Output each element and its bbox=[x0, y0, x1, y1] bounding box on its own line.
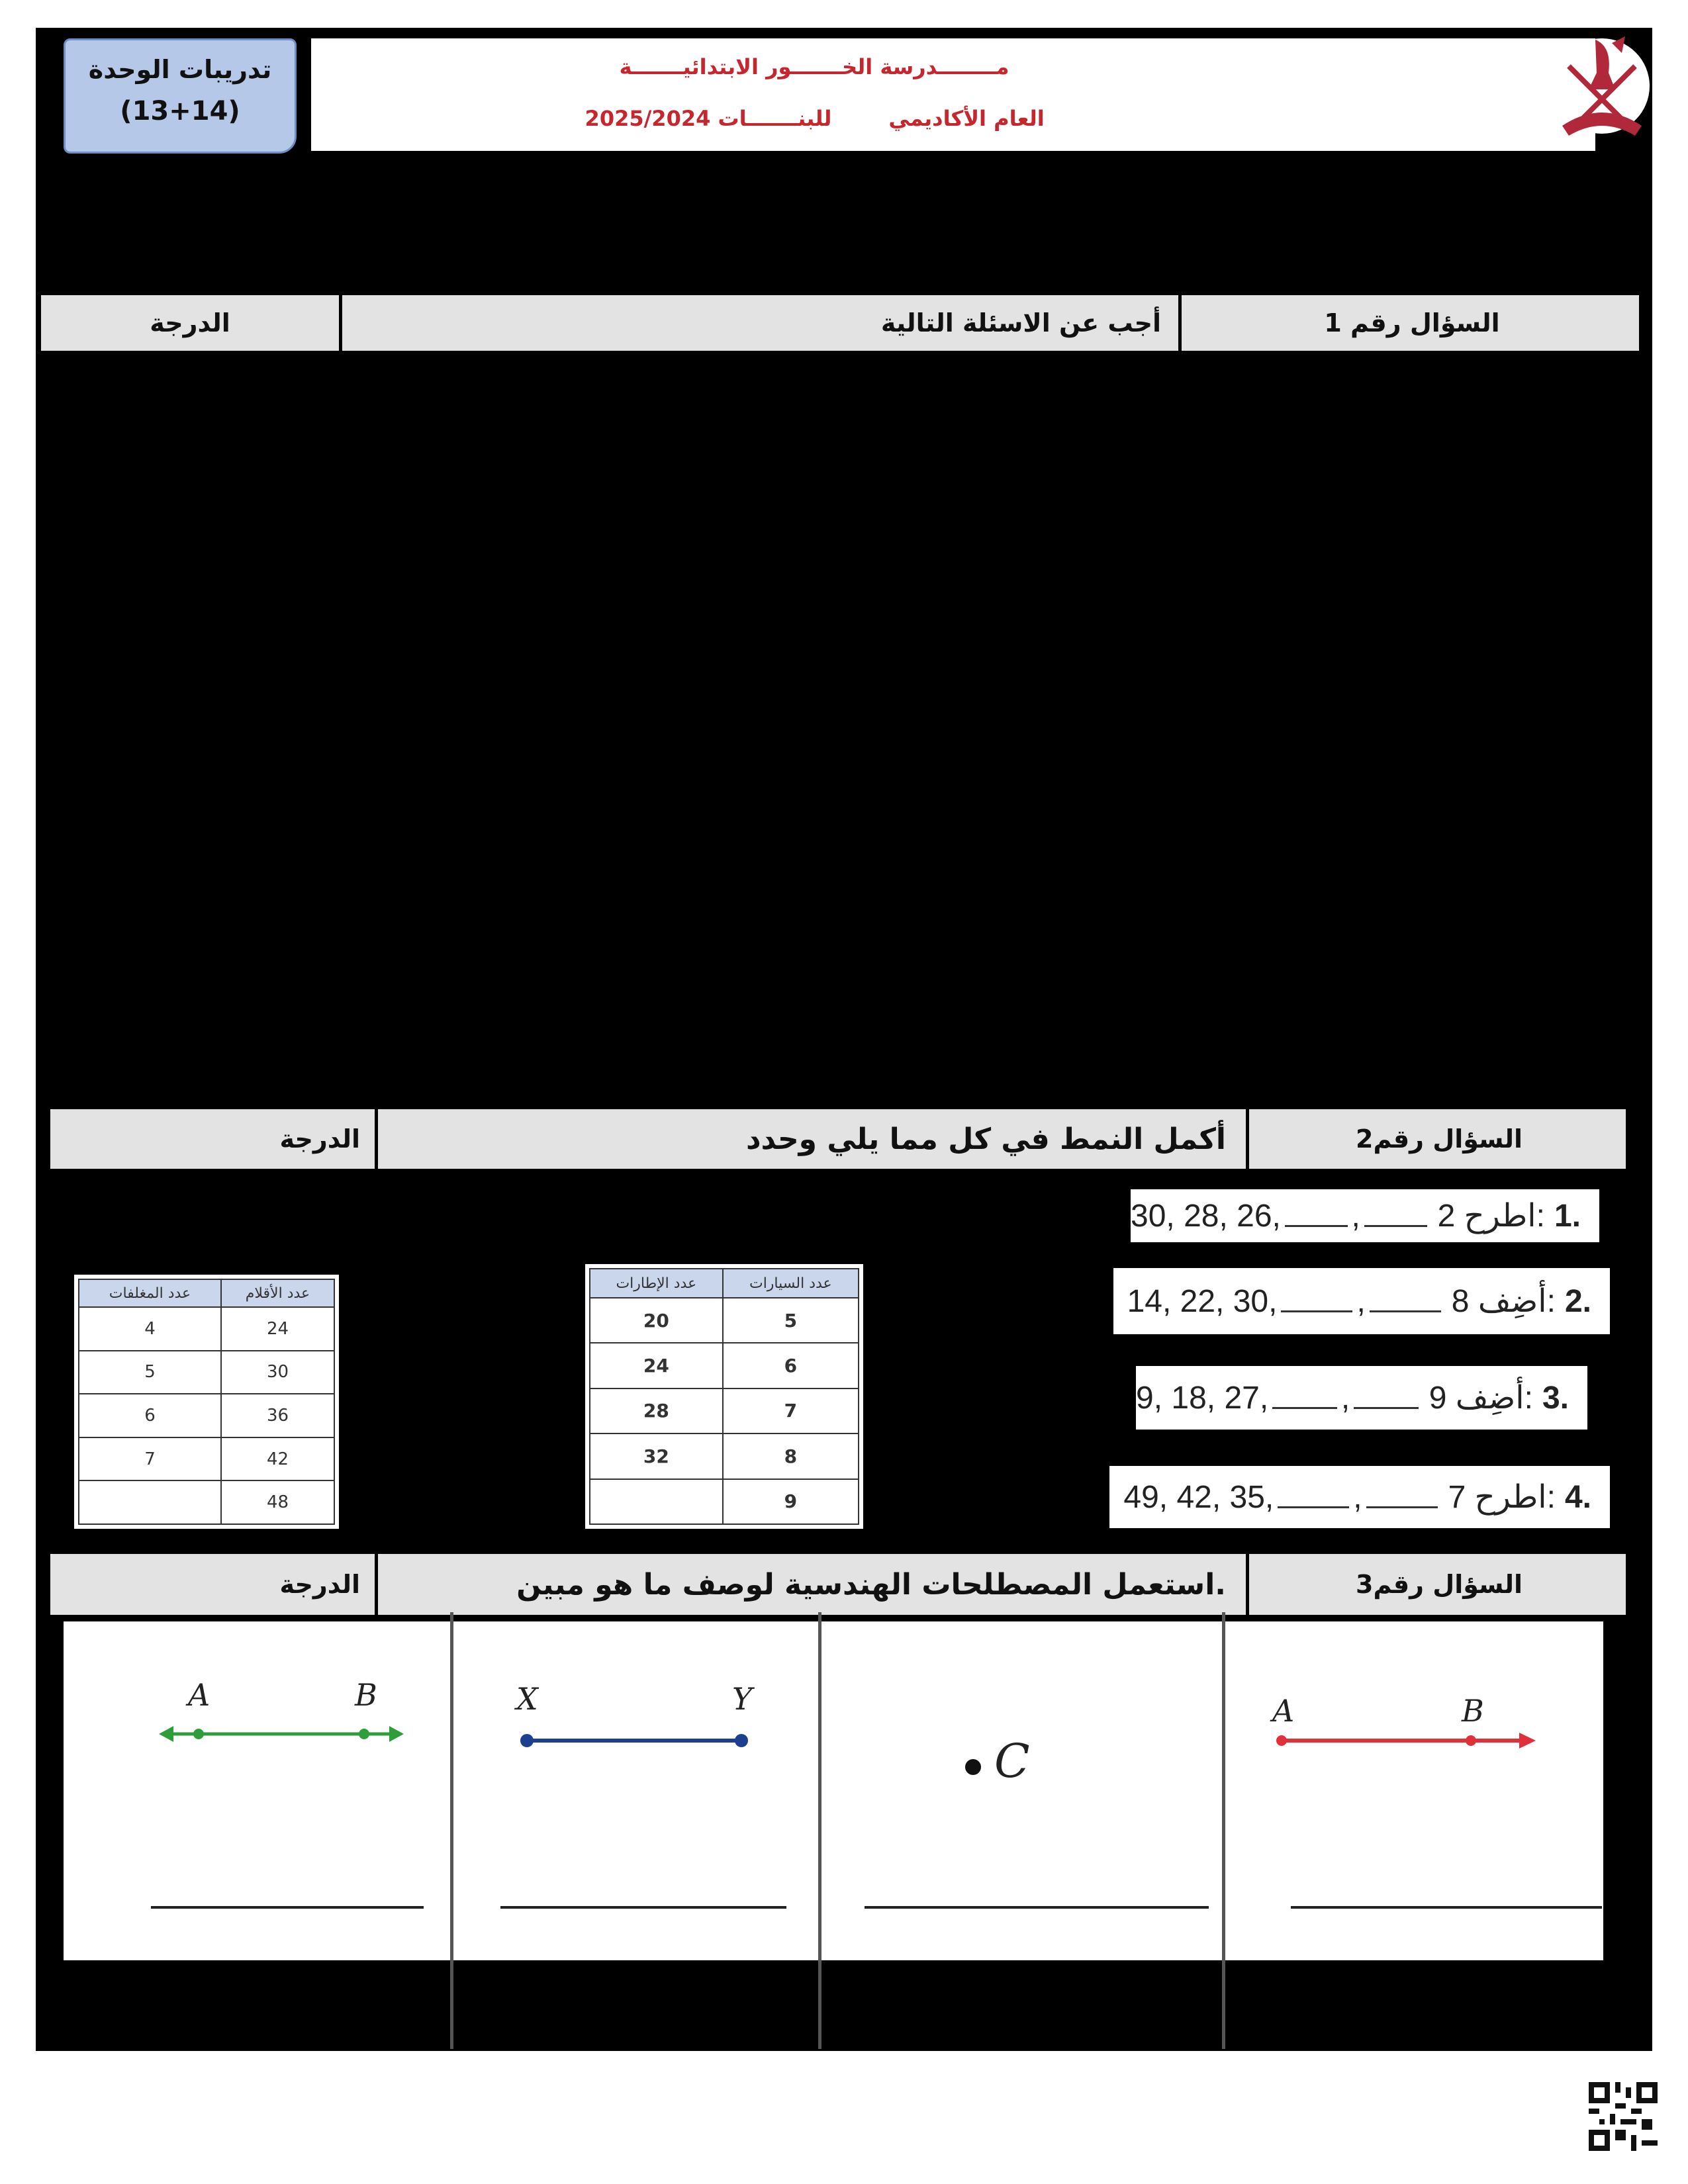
table-cell: 5 bbox=[79, 1351, 221, 1394]
ray-point-b bbox=[1466, 1735, 1476, 1746]
ray-label-b: B bbox=[1462, 1693, 1484, 1729]
q3-grade-label: الدرجة bbox=[279, 1570, 360, 1599]
pattern-4-blank-2[interactable] bbox=[1366, 1486, 1438, 1508]
q1-instruction-cell bbox=[339, 295, 1178, 351]
segment-point-y bbox=[735, 1734, 748, 1747]
q2-instruction-cell bbox=[375, 1109, 1246, 1169]
line-label-a: A bbox=[188, 1677, 211, 1713]
pattern-1-blank-2[interactable] bbox=[1364, 1205, 1427, 1227]
pattern-1-sep: , bbox=[1351, 1198, 1360, 1234]
pattern-item-3 bbox=[1136, 1366, 1587, 1430]
pattern-1-blank-1[interactable] bbox=[1285, 1205, 1348, 1227]
q1-title-cell bbox=[1178, 295, 1642, 351]
qatar-emblem-icon bbox=[1549, 26, 1655, 146]
pattern-3-rule: أضِف 9: bbox=[1429, 1381, 1533, 1416]
answer-line-point[interactable] bbox=[865, 1906, 1209, 1909]
pattern-3-number: 3. bbox=[1542, 1380, 1569, 1416]
table-cars bbox=[589, 1268, 859, 1525]
table-cell: 6 bbox=[79, 1394, 221, 1437]
table-cell: 8 bbox=[723, 1433, 859, 1479]
figure-segment bbox=[510, 1721, 755, 1760]
q1-grade-cell bbox=[41, 295, 339, 351]
segment-label-y: Y bbox=[732, 1681, 753, 1717]
table-row bbox=[79, 1351, 334, 1394]
table-cell: 24 bbox=[590, 1343, 723, 1388]
q2-grade-label: الدرجة bbox=[279, 1124, 360, 1154]
table-cell: 4 bbox=[79, 1307, 221, 1351]
pattern-4-sequence: 49, 42, 35, bbox=[1123, 1479, 1274, 1515]
table-pens-wrapper bbox=[74, 1275, 339, 1529]
segment-label-x: X bbox=[516, 1681, 538, 1717]
q3-figures-panel bbox=[64, 1621, 1603, 1960]
table-cell: 28 bbox=[590, 1388, 723, 1433]
pattern-2-sep: , bbox=[1356, 1283, 1366, 1319]
pattern-item-4 bbox=[1109, 1466, 1610, 1528]
school-name: مــــــــدرسة الخـــــــور الابتدائيـــــــة bbox=[619, 54, 1009, 79]
table-cars-header: عدد الإطارات bbox=[590, 1269, 723, 1298]
q2-instruction: أكمل النمط في كل مما يلي وحدد bbox=[745, 1122, 1226, 1156]
q3-instruction-cell bbox=[375, 1554, 1246, 1615]
ray-point-a bbox=[1276, 1735, 1287, 1746]
table-pens bbox=[78, 1279, 335, 1525]
table-cars-header: عدد السيارات bbox=[723, 1269, 859, 1298]
table-row bbox=[590, 1343, 859, 1388]
pattern-item-2 bbox=[1113, 1268, 1610, 1334]
table-cell: 48 bbox=[221, 1480, 334, 1524]
table-cell: 36 bbox=[221, 1394, 334, 1437]
q2-title: السؤال رقم2 bbox=[1355, 1124, 1523, 1154]
line-arrow-right-icon bbox=[389, 1726, 404, 1742]
pattern-4-rule: اطرح 7: bbox=[1448, 1480, 1556, 1515]
line-point-b bbox=[359, 1729, 369, 1739]
q1-grade-label: الدرجة bbox=[150, 308, 230, 338]
answer-line-segment[interactable] bbox=[500, 1906, 786, 1909]
pattern-1-number: 1. bbox=[1554, 1198, 1581, 1234]
table-pens-header: عدد الأقلام bbox=[221, 1279, 334, 1307]
divider bbox=[1222, 1612, 1225, 2049]
table-row bbox=[79, 1394, 334, 1437]
pattern-4-number: 4. bbox=[1564, 1479, 1591, 1515]
pattern-1-sequence: 30, 28, 26, bbox=[1131, 1198, 1281, 1234]
q1-title: السؤال رقم 1 bbox=[1324, 308, 1500, 338]
pattern-item-1 bbox=[1131, 1189, 1599, 1242]
line-arrow-left-icon bbox=[159, 1726, 173, 1742]
ray-label-a: A bbox=[1272, 1693, 1295, 1729]
pattern-2-blank-2[interactable] bbox=[1370, 1291, 1441, 1312]
pattern-3-blank-1[interactable] bbox=[1272, 1387, 1337, 1409]
q2-grade-cell bbox=[50, 1109, 375, 1169]
unit-badge bbox=[64, 38, 297, 154]
table-cell-blank[interactable] bbox=[79, 1480, 221, 1524]
pattern-2-blank-1[interactable] bbox=[1281, 1291, 1352, 1312]
q1-header-bar bbox=[41, 295, 1639, 351]
divider bbox=[818, 1612, 821, 2049]
table-row bbox=[590, 1388, 859, 1433]
table-cell: 20 bbox=[590, 1298, 723, 1343]
table-cars-wrapper bbox=[585, 1264, 863, 1529]
pattern-2-sequence: 14, 22, 30, bbox=[1127, 1283, 1278, 1319]
answer-line-ray[interactable] bbox=[1291, 1906, 1602, 1909]
table-cell: 7 bbox=[723, 1388, 859, 1433]
table-row bbox=[590, 1298, 859, 1343]
q2-header-bar bbox=[50, 1109, 1626, 1169]
table-cell: 30 bbox=[221, 1351, 334, 1394]
academic-year-label: العام الأكاديمي bbox=[888, 106, 1045, 131]
pattern-3-blank-2[interactable] bbox=[1354, 1387, 1419, 1409]
q1-instruction: أجب عن الاسئلة التالية bbox=[880, 308, 1161, 338]
q3-grade-cell bbox=[50, 1554, 375, 1615]
ray-arrow-icon bbox=[1519, 1733, 1536, 1749]
figure-point bbox=[961, 1754, 985, 1780]
pattern-4-sep: , bbox=[1353, 1479, 1362, 1515]
table-row bbox=[79, 1480, 334, 1524]
figure-ray bbox=[1258, 1681, 1536, 1760]
divider bbox=[450, 1612, 453, 2049]
qr-code-icon bbox=[1589, 2082, 1658, 2151]
segment-point-x bbox=[520, 1734, 534, 1747]
table-row bbox=[79, 1307, 334, 1351]
unit-numbers: (13+14) bbox=[120, 96, 240, 126]
table-cell: 6 bbox=[723, 1343, 859, 1388]
figure-line bbox=[159, 1714, 404, 1754]
line-label-b: B bbox=[355, 1677, 377, 1713]
table-row bbox=[590, 1433, 859, 1479]
q2-title-cell bbox=[1246, 1109, 1629, 1169]
q3-title-cell bbox=[1246, 1554, 1629, 1615]
pattern-3-sep: , bbox=[1340, 1380, 1350, 1416]
answer-line-line[interactable] bbox=[151, 1906, 424, 1909]
table-cell: 24 bbox=[221, 1307, 334, 1351]
pattern-1-rule: اطرح 2: bbox=[1437, 1199, 1545, 1234]
table-cell-blank[interactable] bbox=[590, 1479, 723, 1524]
table-row bbox=[79, 1437, 334, 1481]
unit-title: تدريبات الوحدة bbox=[88, 55, 272, 84]
table-cell: 7 bbox=[79, 1437, 221, 1481]
table-cell: 5 bbox=[723, 1298, 859, 1343]
table-cell: 9 bbox=[723, 1479, 859, 1524]
table-cell: 32 bbox=[590, 1433, 723, 1479]
pattern-2-rule: أضِف 8: bbox=[1451, 1284, 1556, 1319]
q3-instruction: استعمل المصطلحات الهندسية لوصف ما هو مبين. bbox=[516, 1567, 1226, 1602]
line-point-a bbox=[193, 1729, 204, 1739]
table-row bbox=[590, 1479, 859, 1524]
table-pens-header: عدد المغلفات bbox=[79, 1279, 221, 1307]
q3-header-bar bbox=[50, 1554, 1626, 1615]
table-cell: 42 bbox=[221, 1437, 334, 1481]
pattern-3-sequence: 9, 18, 27, bbox=[1136, 1380, 1269, 1416]
pattern-2-number: 2. bbox=[1564, 1283, 1591, 1319]
q3-title: السؤال رقم3 bbox=[1355, 1570, 1523, 1599]
point-label-c: C bbox=[994, 1734, 1030, 1788]
academic-year: 2025/2024 للبنـــــــات bbox=[585, 106, 832, 131]
pattern-4-blank-1[interactable] bbox=[1278, 1486, 1349, 1508]
